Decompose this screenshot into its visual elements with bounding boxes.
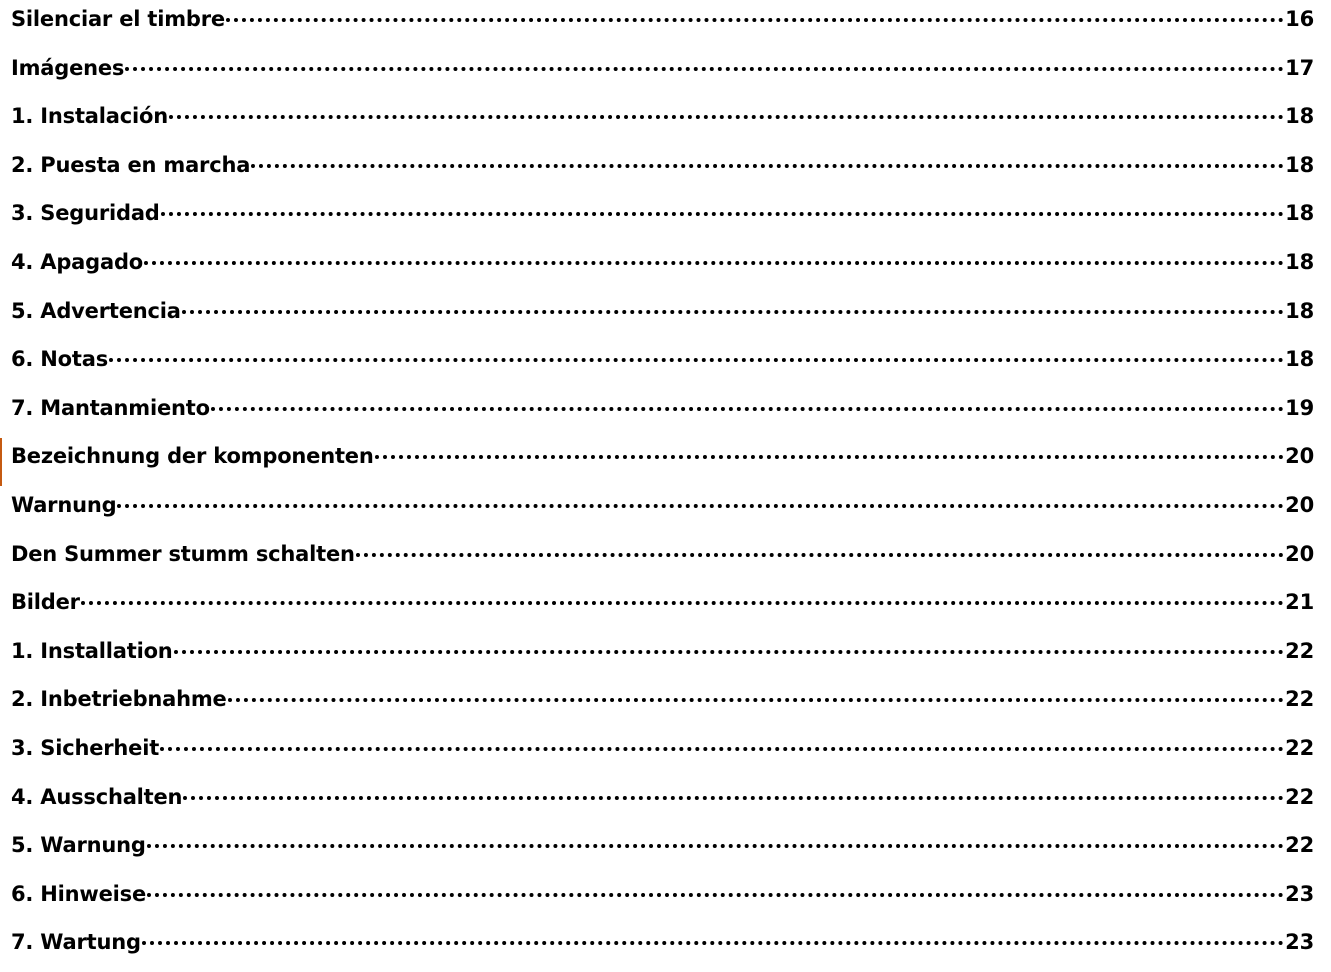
- toc-entry-title: 4. Apagado: [11, 249, 144, 274]
- toc-entry[interactable]: [11, 826, 1314, 875]
- toc-entry[interactable]: [11, 0, 1314, 49]
- toc-entry-page: 18: [1285, 347, 1314, 372]
- toc-entry-page: 18: [1285, 104, 1314, 129]
- toc-entry-title: 3. Sicherheit: [11, 735, 160, 760]
- toc-entry-title: Bilder: [11, 590, 80, 615]
- toc-entry-title: 6. Hinweise: [11, 881, 147, 906]
- toc-entry-page: 20: [1285, 492, 1314, 517]
- toc-entry[interactable]: [11, 583, 1314, 632]
- toc-dot-leader: [147, 844, 1284, 848]
- toc-dot-leader: [81, 601, 1284, 605]
- toc-entry[interactable]: [11, 49, 1314, 98]
- toc-dot-leader: [226, 18, 1284, 22]
- toc-entry[interactable]: [11, 486, 1314, 535]
- toc-entry-title: 7. Mantanmiento: [11, 395, 210, 420]
- toc-entry-title: 7. Wartung: [11, 930, 141, 955]
- toc-dot-leader: [109, 358, 1284, 362]
- toc-entry-title: 1. Installation: [11, 638, 173, 663]
- toc-dot-leader: [147, 893, 1284, 897]
- toc-dot-leader: [251, 164, 1284, 168]
- toc-entry[interactable]: [11, 389, 1314, 438]
- toc-entry[interactable]: [11, 875, 1314, 924]
- toc-entry[interactable]: [11, 243, 1314, 292]
- toc-dot-leader: [144, 261, 1284, 265]
- toc-entry-title: 4. Ausschalten: [11, 784, 183, 809]
- toc-entry-page: 20: [1285, 541, 1314, 566]
- toc-entry-page: 22: [1285, 784, 1314, 809]
- toc-entry[interactable]: [11, 146, 1314, 195]
- toc-entry-page: 21: [1285, 590, 1314, 615]
- toc-entry[interactable]: [11, 194, 1314, 243]
- toc-entry-title: Silenciar el timbre: [11, 7, 225, 31]
- toc-entry-page: 18: [1285, 152, 1314, 177]
- toc-dot-leader: [174, 650, 1285, 654]
- toc-entry-title: 5. Warnung: [11, 833, 146, 858]
- toc-entry-title: Imágenes: [11, 55, 125, 80]
- toc-entry-page: 23: [1285, 881, 1314, 906]
- toc-entry-page: 22: [1285, 638, 1314, 663]
- toc-entry-page: 22: [1285, 735, 1314, 760]
- toc-entry[interactable]: [11, 292, 1314, 341]
- toc-entry[interactable]: [11, 729, 1314, 778]
- toc-entry-page: 20: [1285, 444, 1314, 469]
- toc-entry-page: 18: [1285, 298, 1314, 323]
- toc-entry[interactable]: [11, 632, 1314, 681]
- toc-dot-leader: [183, 796, 1284, 800]
- toc-entry-title: 6. Notas: [11, 347, 109, 372]
- toc-entry-title: Warnung: [11, 492, 117, 517]
- toc-dot-leader: [356, 553, 1284, 557]
- toc-entry[interactable]: [11, 778, 1314, 827]
- toc-entry-page: 22: [1285, 833, 1314, 858]
- toc-entry[interactable]: [11, 437, 1314, 486]
- toc-dot-leader: [142, 941, 1284, 945]
- toc-entry-title: 2. Puesta en marcha: [11, 152, 251, 177]
- toc-entry[interactable]: [11, 923, 1314, 972]
- toc-dot-leader: [160, 747, 1284, 751]
- toc-entry[interactable]: [11, 340, 1314, 389]
- toc-dot-leader: [117, 504, 1284, 508]
- toc-entry-page: 18: [1285, 249, 1314, 274]
- toc-entry-page: 22: [1285, 687, 1314, 712]
- toc-entry-page: 23: [1285, 930, 1314, 955]
- toc-entry-page: 18: [1285, 201, 1314, 226]
- toc-entry-title: Bezeichnung der komponenten: [11, 444, 374, 469]
- change-bar-marker: [0, 438, 2, 486]
- toc-entry-title: 5. Advertencia: [11, 298, 181, 323]
- toc-dot-leader: [228, 698, 1285, 702]
- toc-entry[interactable]: [11, 535, 1314, 584]
- toc-entry-title: 2. Inbetriebnahme: [11, 687, 227, 712]
- toc-dot-leader: [211, 407, 1284, 411]
- toc-entry-title: Den Summer stumm schalten: [11, 541, 355, 566]
- toc-entry-title: 3. Seguridad: [11, 201, 160, 226]
- toc-dot-leader: [125, 67, 1284, 71]
- toc-entry-title: 1. Instalación: [11, 104, 168, 129]
- toc-entry-page: 16: [1285, 7, 1314, 31]
- toc-dot-leader: [375, 455, 1285, 459]
- toc-entry-page: 19: [1285, 395, 1314, 420]
- toc-entry[interactable]: [11, 680, 1314, 729]
- toc-dot-leader: [161, 212, 1285, 216]
- toc-entry-page: 17: [1285, 55, 1314, 80]
- toc-entry[interactable]: [11, 97, 1314, 146]
- toc-dot-leader: [182, 310, 1284, 314]
- toc-dot-leader: [169, 115, 1284, 119]
- table-of-contents: [11, 0, 1314, 972]
